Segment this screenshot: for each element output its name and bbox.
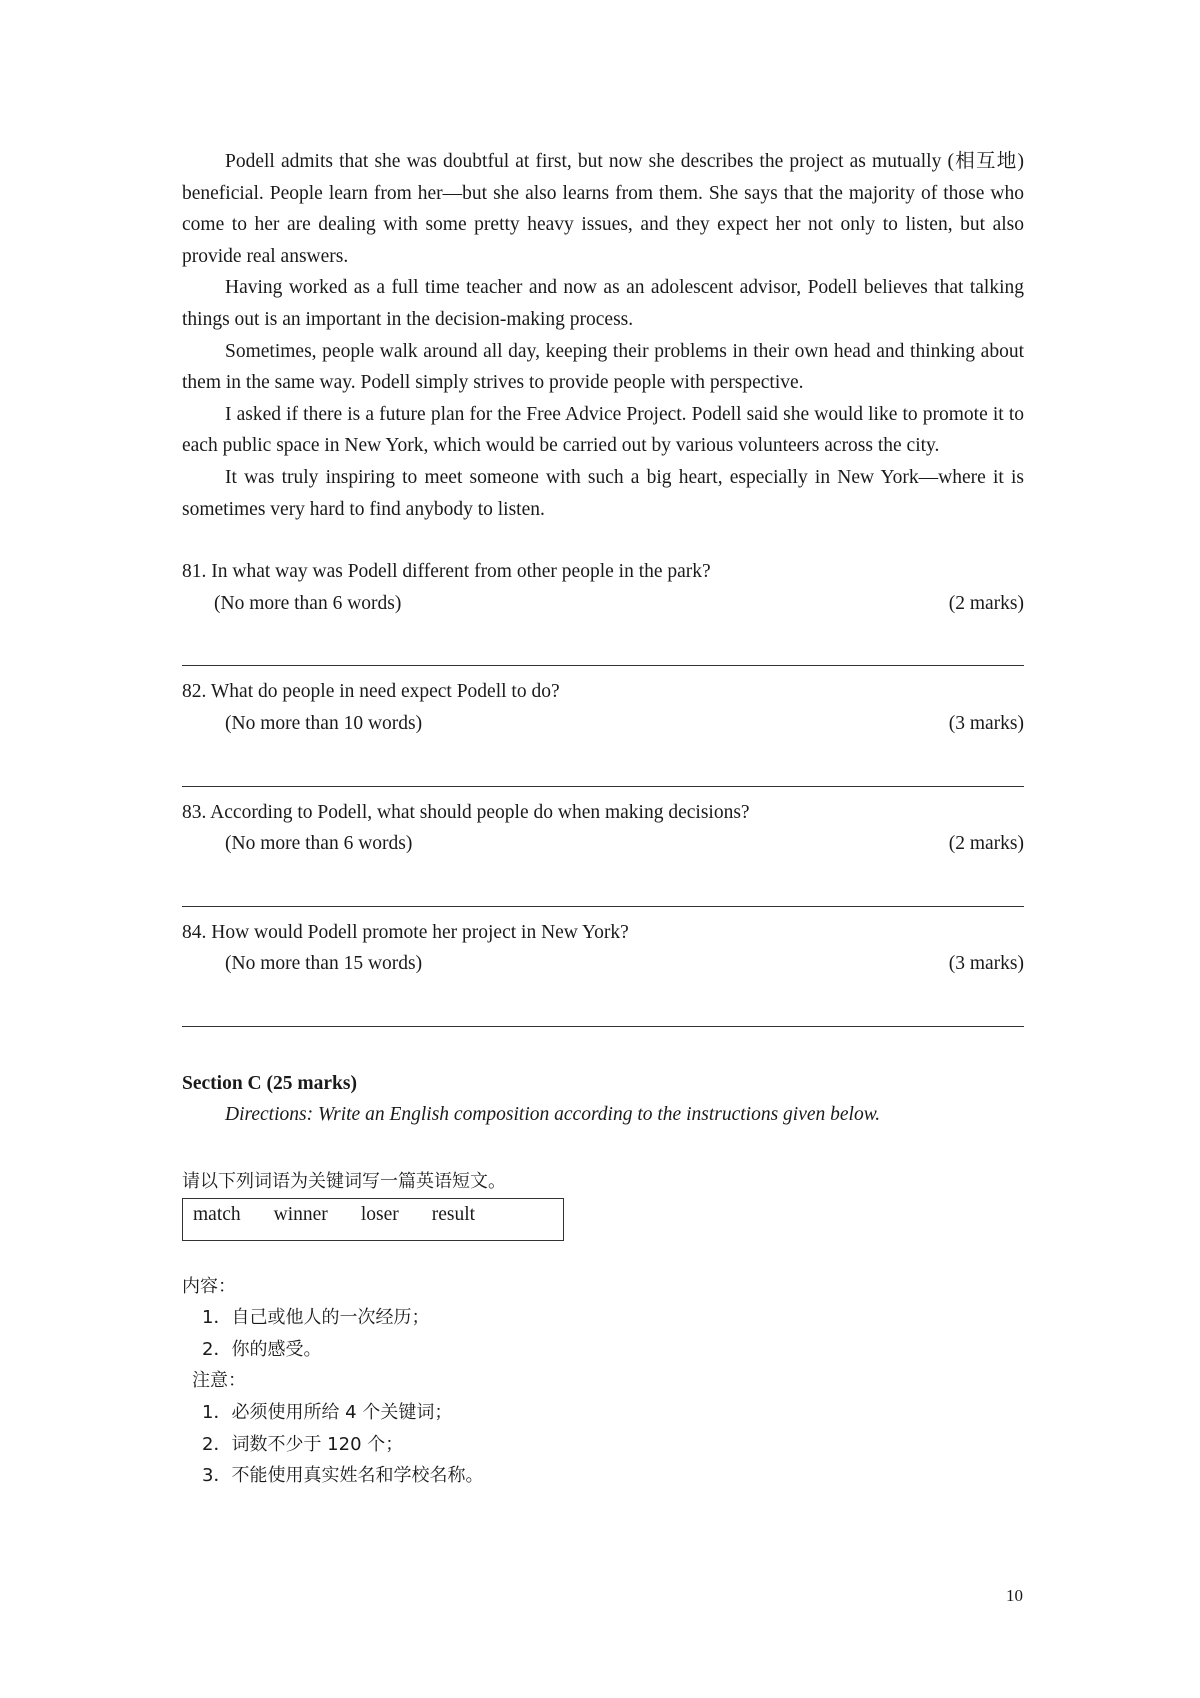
page-number: 10 (1006, 1586, 1023, 1605)
answer-line[interactable] (182, 665, 1024, 666)
question-81 (182, 556, 1024, 666)
passage-paragraph-5: It was truly inspiring to meet someone with such a big heart, especially in New York—where it is sometimes very hard to find anybody to listen. (182, 466, 1024, 520)
question-84 (182, 917, 1024, 1027)
notes-label: 注意： (192, 1370, 246, 1392)
notes-item: 3．不能使用真实姓名和学校名称。 (202, 1465, 484, 1487)
keyword: winner (273, 1203, 328, 1225)
keyword-box (182, 1198, 564, 1241)
word-limit: (No more than 6 words) (214, 592, 402, 614)
answer-line[interactable] (182, 786, 1024, 787)
question-text: 84. How would Podell promote her project in New York? (182, 921, 629, 943)
passage-paragraph-1: Podell admits that she was doubtful at first, but now she describes the project as mutually (相互地) beneficial. People learn from her—but she also learns from them. She says that the majority of those who come to her are dealing with some pretty heavy issues, and they expect her not only to listen, but also provide real answers. (182, 151, 1024, 267)
question-83 (182, 797, 1024, 907)
composition-intro: 请以下列词语为关键词写一篇英语短文。 (182, 1171, 506, 1193)
word-limit: (No more than 6 words) (225, 833, 413, 855)
answer-line[interactable] (182, 906, 1024, 907)
marks: (2 marks) (948, 833, 1024, 855)
notes-item: 1．必须使用所给 4 个关键词； (202, 1402, 453, 1424)
answer-line[interactable] (182, 1026, 1024, 1027)
content-item: 2．你的感受。 (202, 1338, 322, 1360)
marks: (3 marks) (948, 953, 1024, 975)
content-label: 内容： (182, 1275, 236, 1297)
section-c-directions: Directions: Write an English composition according to the instructions given below. (225, 1104, 881, 1126)
word-limit: (No more than 10 words) (225, 712, 423, 734)
keyword: result (431, 1203, 476, 1225)
marks: (2 marks) (948, 592, 1024, 614)
keyword: loser (360, 1203, 399, 1225)
question-text: 81. In what way was Podell different from other people in the park? (182, 561, 711, 583)
passage-paragraph-3: Sometimes, people walk around all day, keeping their problems in their own head and thinking about them in the same way. Podell simply strives to provide people with perspective. (182, 340, 1024, 394)
passage-paragraph-2: Having worked as a full time teacher and now as an adolescent advisor, Podell believes that talking things out is an important in the decision-making process. (182, 277, 1024, 330)
content-item: 1．自己或他人的一次经历； (202, 1307, 430, 1329)
question-text: 82. What do people in need expect Podell to do? (182, 681, 560, 703)
exam-page (182, 146, 1024, 1492)
question-text: 83. According to Podell, what should people do when making decisions? (182, 801, 750, 823)
question-82 (182, 676, 1024, 786)
keyword: match (193, 1203, 241, 1225)
section-c-title: Section C (25 marks) (182, 1072, 357, 1094)
marks: (3 marks) (948, 712, 1024, 734)
passage-paragraph-4: I asked if there is a future plan for the Free Advice Project. Podell said she would like to promote it to each public space in New York, which would be carried out by various volunteers across the city. (182, 403, 1024, 457)
word-limit: (No more than 15 words) (225, 953, 423, 975)
notes-item: 2．词数不少于 120 个； (202, 1433, 404, 1455)
